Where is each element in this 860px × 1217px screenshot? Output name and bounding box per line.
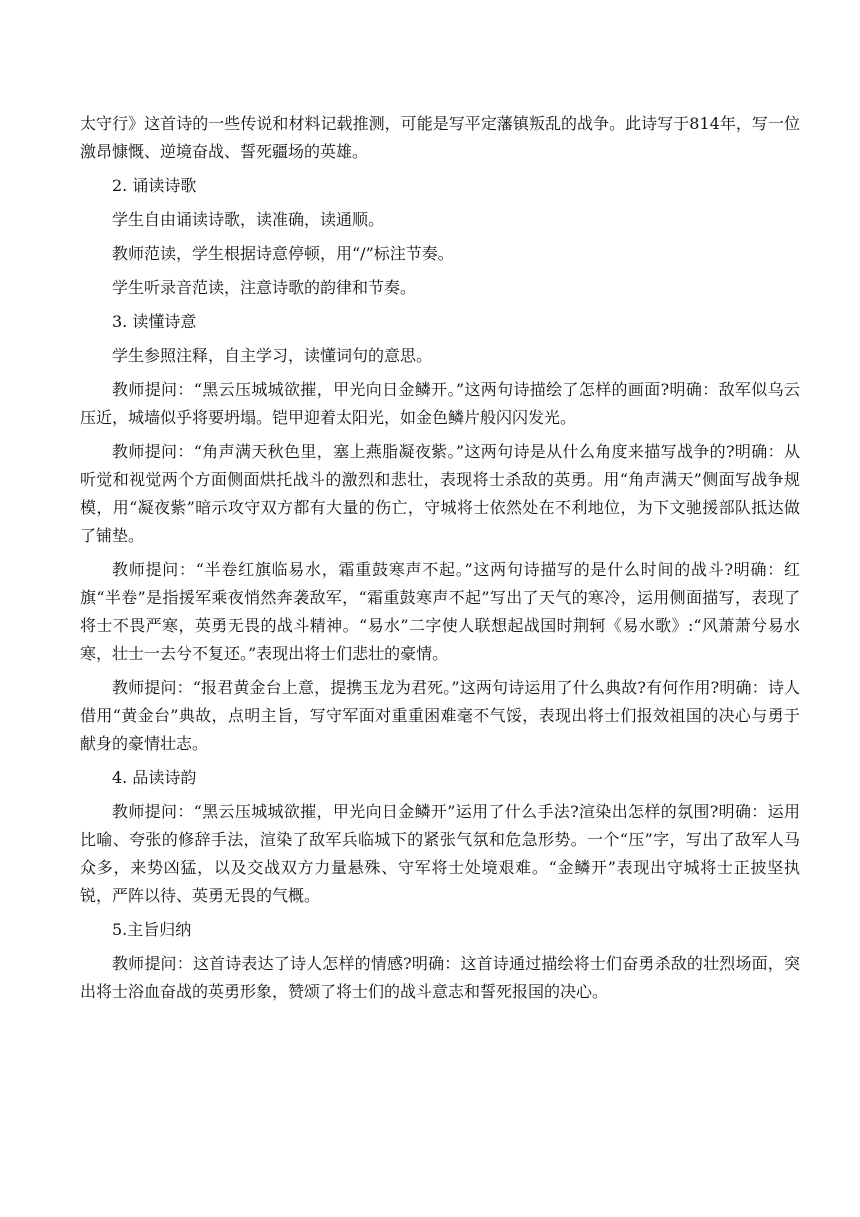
- section-heading-rhyme: 4. 品读诗韵: [112, 768, 197, 787]
- section-heading-recite: 2. 诵读诗歌: [112, 176, 197, 195]
- section-heading-theme: 5.主旨归纳: [112, 920, 192, 939]
- paragraph-recite-1: 学生自由诵读诗歌，读准确，读通顺。: [112, 210, 385, 229]
- paragraph-meaning-5: 教师提问：“报君黄金台上意，提携玉龙为君死。”这两句诗运用了什么典故?有何作用?明确：诗人借用“黄金台”典故，点明主旨，写守军面对重重困难毫不气馁，表现出将士们报效祖国的决心与勇于献身的豪情壮志。: [80, 678, 800, 753]
- paragraph-recite-2: 教师范读，学生根据诗意停顿，用“/”标注节奏。: [112, 244, 454, 263]
- paragraph-rhyme-1: 教师提问：“黑云压城城欲摧，甲光向日金鳞开”运用了什么手法?渲染出怎样的氛围?明确：运用比喻、夸张的修辞手法，渲染了敌军兵临城下的紧张气氛和危急形势。一个“压”字，写出了敌军人马众多，来势凶猛，以及交战双方力量悬殊、守军将士处境艰难。“金鳞开”表现出守城将士正披坚执锐，严阵以待、英勇无畏的气概。: [80, 802, 800, 905]
- paragraph-meaning-2: 教师提问：“黑云压城城欲摧，甲光向日金鳞开。”这两句诗描绘了怎样的画面?明确：敌军似乌云压近，城墙似乎将要坍塌。铠甲迎着太阳光，如金色鳞片般闪闪发光。: [80, 380, 800, 427]
- paragraph-meaning-3: 教师提问：“角声满天秋色里，塞上燕脂凝夜紫。”这两句诗是从什么角度来描写战争的?明确：从听觉和视觉两个方面侧面烘托战斗的激烈和悲壮，表现将士杀敌的英勇。用“角声满天”侧面写战争规模，用“凝夜紫”暗示攻守双方都有大量的伤亡，守城将士依然处在不利地位，为下文驰援部队抵达做了铺垫。: [80, 442, 800, 545]
- document-page: [80, 110, 800, 1012]
- paragraph-meaning-1: 学生参照注释，自主学习，读懂词句的意思。: [112, 346, 433, 365]
- paragraph-meaning-4: 教师提问：“半卷红旗临易水，霜重鼓寒声不起。”这两句诗描写的是什么时间的战斗?明确：红旗“半卷”是指援军乘夜悄然奔袭敌军，“霜重鼓寒声不起”写出了天气的寒冷，运用侧面描写，表现了将士不畏严寒，英勇无畏的战斗精神。“易水”二字使人联想起战国时荆轲《易水歌》:“风萧萧兮易水寒，壮士一去兮不复还。”表现出将士们悲壮的豪情。: [80, 560, 800, 663]
- paragraph-recite-3: 学生听录音范读，注意诗歌的韵律和节奏。: [112, 278, 417, 297]
- section-heading-meaning: 3. 读懂诗意: [112, 312, 197, 331]
- paragraph-theme-1: 教师提问：这首诗表达了诗人怎样的情感?明确：这首诗通过描绘将士们奋勇杀敌的壮烈场面，突出将士浴血奋战的英勇形象，赞颂了将士们的战斗意志和誓死报国的决心。: [80, 954, 800, 1001]
- paragraph-intro: 太守行》这首诗的一些传说和材料记载推测，可能是写平定藩镇叛乱的战争。此诗写于814年，写一位激昂慷慨、逆境奋战、誓死疆场的英雄。: [80, 114, 800, 161]
